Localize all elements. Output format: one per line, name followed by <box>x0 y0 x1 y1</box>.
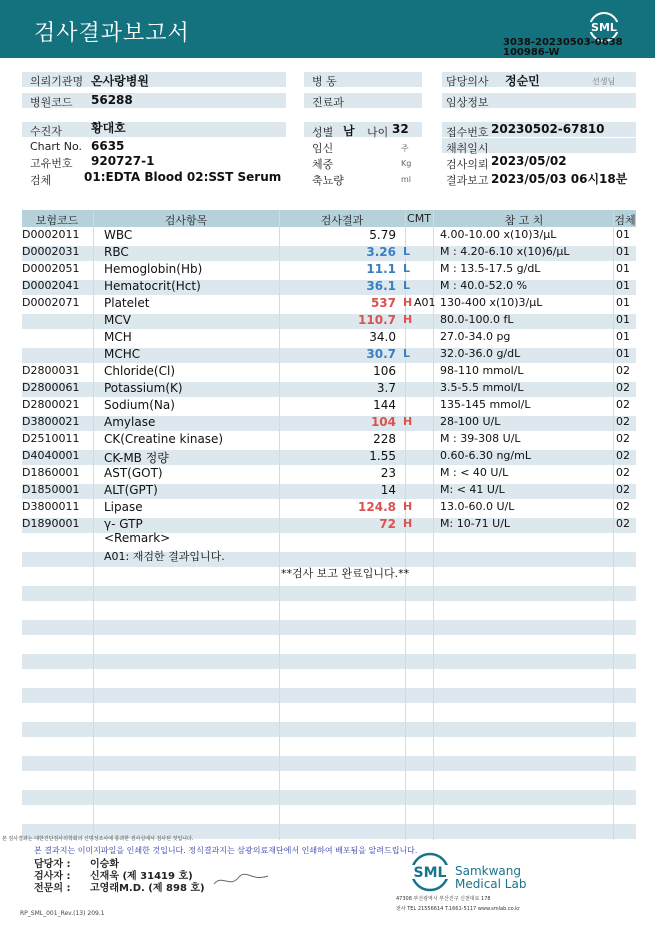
complete-text: **검사 보고 완료입니다.** <box>281 567 410 580</box>
reference-cell: 135-145 mmol/L <box>440 398 531 411</box>
test-name-cell: RBC <box>104 245 129 259</box>
col-reference: 참 고 치 <box>504 214 544 227</box>
svg-text:SML: SML <box>413 865 447 881</box>
specimen-cell: 01 <box>616 313 630 326</box>
specimen-cell: 02 <box>616 432 630 445</box>
insurance-code-cell: D2800061 <box>22 381 80 394</box>
flag-cell: H <box>403 500 413 513</box>
sex-value: 남 <box>343 124 355 138</box>
specimen-cell: 02 <box>616 415 630 428</box>
insurance-code-cell: D0002011 <box>22 228 80 241</box>
table-stripe <box>22 620 636 635</box>
result-cell: 11.1 <box>366 262 396 276</box>
accession-value: 20230502-67810 <box>491 122 605 136</box>
reference-cell: 80.0-100.0 fL <box>440 313 514 326</box>
table-stripe <box>22 586 636 601</box>
reference-cell: 0.60-6.30 ng/mL <box>440 449 531 462</box>
weight-label: 체중 <box>312 158 334 171</box>
col-test-item: 검사항목 <box>164 214 208 227</box>
remark-text: A01: 재검한 결과입니다. <box>104 550 225 563</box>
result-cell: 537 <box>370 296 396 310</box>
result-cell: 3.7 <box>376 381 396 395</box>
report-title: 검사결과보고서 <box>34 21 190 46</box>
signature-tester: 검사자 : 신재욱 (제 31419 호) <box>34 871 193 882</box>
complete-row <box>22 564 636 581</box>
table-row <box>22 261 636 278</box>
result-cell: 14 <box>380 483 396 497</box>
result-cell: 110.7 <box>358 313 396 327</box>
preg-unit: 주 <box>401 144 409 153</box>
specimen-cell: 02 <box>616 364 630 377</box>
insurance-code-cell: D1890001 <box>22 517 80 530</box>
company-contact: 전사 TEL 21556614 T.1661-5117 www.smlab.co.kr <box>396 906 521 912</box>
id-value: 920727-1 <box>91 154 155 168</box>
result-cell: 106 <box>373 364 396 378</box>
institution-label: 의뢰기관명 <box>30 75 84 88</box>
specimen-cell: 01 <box>616 279 630 292</box>
hospital-code-value: 56288 <box>91 93 133 107</box>
urine-unit: ml <box>401 175 412 184</box>
col-result: 검사결과 <box>320 214 364 227</box>
weight-unit: Kg <box>401 159 412 168</box>
insurance-code-cell: D1850001 <box>22 483 80 496</box>
result-cell: 5.79 <box>369 228 396 242</box>
reference-cell: 32.0-36.0 g/dL <box>440 347 521 360</box>
reference-cell: M: 10-71 U/L <box>440 517 511 530</box>
cmt-cell: A01 <box>414 296 436 309</box>
specimen-cell: 01 <box>616 245 630 258</box>
insurance-code-cell: D2510011 <box>22 432 80 445</box>
insurance-code-cell: D3800021 <box>22 415 80 428</box>
notice-text: 본 결과지는 이미지파일을 인쇄한 것입니다. 정식결과지는 삼광의료재단에서 인쇄하여 배포됨을 알려드립니다. <box>34 846 418 855</box>
table-row <box>22 397 636 414</box>
sml-company-logo-icon <box>406 852 454 892</box>
chart-value: 6635 <box>91 139 125 153</box>
specimen-cell: 01 <box>616 347 630 360</box>
table-row <box>22 227 636 244</box>
test-name-cell: CK-MB 정량 <box>104 451 169 465</box>
remark-label: <Remark> <box>104 531 171 545</box>
table-row <box>22 329 636 346</box>
specimen-cell: 02 <box>616 466 630 479</box>
remark-label-row <box>22 530 636 547</box>
result-cell: 228 <box>373 432 396 446</box>
test-name-cell: Platelet <box>104 296 150 310</box>
signature-manager: 담당자 : 이승화 <box>34 859 119 870</box>
company-name: Samkwang Medical Lab <box>455 864 527 891</box>
id-label: 고유번호 <box>30 157 73 170</box>
result-cell: 36.1 <box>366 279 396 293</box>
dept-label: 진료과 <box>312 96 344 109</box>
test-name-cell: ALT(GPT) <box>104 483 158 497</box>
doctor-suffix: 선생님 <box>592 77 616 86</box>
doctor-value: 정순민 <box>505 74 540 88</box>
table-row <box>22 380 636 397</box>
insurance-code-cell: D0002051 <box>22 262 80 275</box>
collect-label: 채취일시 <box>446 142 489 155</box>
test-name-cell: Hemoglobin(Hb) <box>104 262 203 276</box>
table-row <box>22 499 636 516</box>
test-name-cell: γ- GTP <box>104 517 143 531</box>
result-cell: 104 <box>370 415 396 429</box>
test-name-cell: Sodium(Na) <box>104 398 175 412</box>
flag-cell: L <box>403 262 411 275</box>
specimen-cell: 02 <box>616 398 630 411</box>
specimen-label: 검체 <box>30 174 52 187</box>
table-stripe <box>22 688 636 703</box>
reference-cell: 27.0-34.0 pg <box>440 330 511 343</box>
age-label: 나이 <box>367 126 389 139</box>
preg-label: 임신 <box>312 142 334 155</box>
specimen-cell: 01 <box>616 296 630 309</box>
insurance-code-cell: D2800031 <box>22 364 80 377</box>
result-cell: 3.26 <box>366 245 396 259</box>
flag-cell: H <box>403 415 413 428</box>
institution-value: 온사랑병원 <box>91 74 149 88</box>
test-name-cell: MCH <box>104 330 132 344</box>
insurance-code-cell: D4040001 <box>22 449 80 462</box>
insurance-code-cell: D0002071 <box>22 296 80 309</box>
insurance-code-cell: D0002031 <box>22 245 80 258</box>
test-name-cell: Amylase <box>104 415 156 429</box>
reference-cell: 98-110 mmol/L <box>440 364 524 377</box>
table-stripe <box>22 654 636 669</box>
test-name-cell: WBC <box>104 228 133 242</box>
table-row <box>22 363 636 380</box>
result-cell: 144 <box>373 398 396 412</box>
reference-cell: M : 4.20-6.10 x(10)6/µL <box>440 245 570 258</box>
signature-scribble-icon <box>212 870 272 890</box>
flag-cell: H <box>403 517 413 530</box>
test-name-cell: Potassium(K) <box>104 381 183 395</box>
test-name-cell: CK(Creatine kinase) <box>104 432 224 446</box>
sex-label: 성별 <box>312 126 334 139</box>
reference-cell: M: < 41 U/L <box>440 483 505 496</box>
specimen-cell: 01 <box>616 228 630 241</box>
patient-value: 황대호 <box>91 121 126 135</box>
clinical-label: 임상정보 <box>446 96 489 109</box>
doctor-label: 담당의사 <box>446 75 489 88</box>
specimen-value: 01:EDTA Blood 02:SST Serum <box>84 170 282 184</box>
footnote: 본 검사결과는 대한진단검사의학회의 신빙성조사에 통과한 검사실에서 검사된 것입니다. <box>2 836 194 842</box>
table-stripe <box>22 722 636 737</box>
age-value: 32 <box>392 122 409 136</box>
test-name-cell: Chloride(Cl) <box>104 364 176 378</box>
reference-cell: 3.5-5.5 mmol/L <box>440 381 524 394</box>
signature-specialist: 전문의 : 고영래M.D. (제 898 호) <box>34 883 205 894</box>
ward-label: 병 동 <box>312 75 337 88</box>
table-stripe <box>22 790 636 805</box>
test-name-cell: AST(GOT) <box>104 466 163 480</box>
flag-cell: L <box>403 279 411 292</box>
table-row <box>22 346 636 363</box>
specimen-cell: 02 <box>616 449 630 462</box>
result-cell: 124.8 <box>358 500 396 514</box>
flag-cell: L <box>403 245 411 258</box>
col-specimen: 검체 <box>614 214 636 227</box>
report-date-label: 결과보고 <box>446 174 489 187</box>
table-row <box>22 312 636 329</box>
table-row <box>22 244 636 261</box>
specimen-cell: 01 <box>616 262 630 275</box>
company-address: 47308 부산광역시 부산진구 신천대로 178 <box>396 896 491 902</box>
test-name-cell: MCV <box>104 313 131 327</box>
result-cell: 72 <box>379 517 396 531</box>
table-row <box>22 431 636 448</box>
request-label: 검사의뢰 <box>446 158 489 171</box>
result-cell: 23 <box>380 466 396 480</box>
specimen-cell: 02 <box>616 381 630 394</box>
reference-cell: M : 39-308 U/L <box>440 432 521 445</box>
test-name-cell: MCHC <box>104 347 141 361</box>
report-number: 3038-20230503-0638 100986-W <box>503 37 623 58</box>
table-row <box>22 295 636 312</box>
chart-label: Chart No. <box>30 140 82 153</box>
urine-label: 축뇨량 <box>312 174 344 187</box>
reference-cell: M : 13.5-17.5 g/dL <box>440 262 541 275</box>
reference-cell: M : < 40 U/L <box>440 466 509 479</box>
patient-label: 수진자 <box>30 125 62 138</box>
reference-cell: 28-100 U/L <box>440 415 501 428</box>
col-insurance-code: 보험코드 <box>35 214 79 227</box>
accession-label: 접수번호 <box>446 126 489 139</box>
remark-text-row <box>22 547 636 564</box>
table-row <box>22 278 636 295</box>
hospital-code-label: 병원코드 <box>30 96 73 109</box>
table-row <box>22 482 636 499</box>
specimen-cell: 02 <box>616 483 630 496</box>
table-row <box>22 448 636 465</box>
table-stripe <box>22 756 636 771</box>
reference-cell: 13.0-60.0 U/L <box>440 500 515 513</box>
svg-text:SML: SML <box>591 21 617 34</box>
report-date-value: 2023/05/03 06시18분 <box>491 172 628 186</box>
flag-cell: H <box>403 313 413 326</box>
table-row <box>22 414 636 431</box>
specimen-cell: 02 <box>616 517 630 530</box>
reference-cell: 4.00-10.00 x(10)3/µL <box>440 228 557 241</box>
request-value: 2023/05/02 <box>491 154 567 168</box>
flag-cell: L <box>403 347 411 360</box>
insurance-code-cell: D1860001 <box>22 466 80 479</box>
col-cmt: CMT <box>407 212 431 225</box>
insurance-code-cell: D3800011 <box>22 500 80 513</box>
reference-cell: 130-400 x(10)3/µL <box>440 296 543 309</box>
specimen-cell: 02 <box>616 500 630 513</box>
insurance-code-cell: D2800021 <box>22 398 80 411</box>
reference-cell: M : 40.0-52.0 % <box>440 279 528 292</box>
table-row <box>22 465 636 482</box>
result-cell: 30.7 <box>366 347 396 361</box>
insurance-code-cell: D0002041 <box>22 279 80 292</box>
flag-cell: H <box>403 296 413 309</box>
form-code: RP_SML_001_Rev.(13) 209.1 <box>20 910 105 917</box>
result-cell: 34.0 <box>369 330 396 344</box>
test-name-cell: Lipase <box>104 500 143 514</box>
result-cell: 1.55 <box>369 449 396 463</box>
test-name-cell: Hematocrit(Hct) <box>104 279 201 293</box>
specimen-cell: 01 <box>616 330 630 343</box>
